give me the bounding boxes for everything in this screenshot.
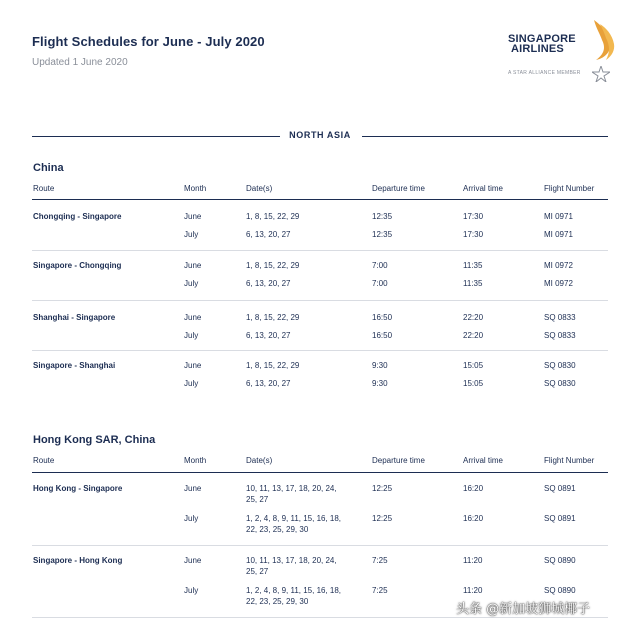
col-departure-header: Departure time	[372, 184, 425, 193]
flight-number-cell: SQ 0891	[544, 514, 576, 523]
header-rule	[32, 472, 608, 473]
dates-cell: 6, 13, 20, 27	[246, 279, 291, 288]
col-route-header: Route	[33, 184, 55, 193]
flight-number-cell: SQ 0830	[544, 379, 576, 388]
month-cell: July	[184, 379, 199, 388]
flight-number-cell: MI 0971	[544, 230, 573, 239]
departure-cell: 12:25	[372, 484, 393, 493]
logo-line1: SINGAPORE	[508, 33, 576, 45]
route-name: Singapore - Chongqing	[33, 261, 122, 270]
month-cell: June	[184, 361, 202, 370]
arrival-cell: 22:20	[463, 313, 484, 322]
flight-number-cell: SQ 0830	[544, 361, 576, 370]
month-cell: June	[184, 556, 202, 565]
dates-cell: 1, 8, 15, 22, 29	[246, 313, 300, 322]
dates-cell: 6, 13, 20, 27	[246, 379, 291, 388]
group-rule	[32, 300, 608, 301]
month-cell: July	[184, 331, 199, 340]
dates-cell: 6, 13, 20, 27	[246, 331, 291, 340]
departure-cell: 9:30	[372, 361, 388, 370]
month-cell: July	[184, 514, 199, 523]
col-route-header: Route	[33, 456, 55, 465]
arrival-cell: 15:05	[463, 379, 484, 388]
region-heading	[32, 129, 608, 143]
flight-number-cell: MI 0972	[544, 279, 573, 288]
departure-cell: 16:50	[372, 331, 393, 340]
arrival-cell: 16:20	[463, 484, 484, 493]
arrival-cell: 22:20	[463, 331, 484, 340]
arrival-cell: 17:30	[463, 230, 484, 239]
departure-cell: 7:25	[372, 586, 388, 595]
arrival-cell: 11:20	[463, 556, 483, 565]
col-arrival-header: Arrival time	[463, 456, 504, 465]
month-cell: June	[184, 313, 202, 322]
singapore-airlines-logo	[500, 18, 620, 84]
route-name: Singapore - Hong Kong	[33, 556, 123, 565]
updated-date: Updated 1 June 2020	[32, 57, 128, 68]
flight-number-cell: SQ 0890	[544, 586, 576, 595]
departure-cell: 12:35	[372, 212, 393, 221]
arrival-cell: 11:20	[463, 586, 483, 595]
route-name: Singapore - Shanghai	[33, 361, 116, 370]
arrival-cell: 15:05	[463, 361, 484, 370]
col-dates-header: Date(s)	[246, 456, 273, 465]
flight-number-cell: SQ 0833	[544, 331, 576, 340]
group-rule	[32, 350, 608, 351]
col-flight-header: Flight Number	[544, 456, 595, 465]
month-cell: July	[184, 586, 199, 595]
month-cell: July	[184, 230, 199, 239]
flight-number-cell: MI 0972	[544, 261, 573, 270]
country-heading: Hong Kong SAR, China	[33, 434, 156, 446]
departure-cell: 12:35	[372, 230, 393, 239]
route-name: Hong Kong - Singapore	[33, 484, 123, 493]
col-flight-header: Flight Number	[544, 184, 595, 193]
arrival-cell: 16:20	[463, 514, 484, 523]
departure-cell: 7:00	[372, 261, 388, 270]
col-month-header: Month	[184, 456, 207, 465]
document-title: Flight Schedules for June - July 2020	[32, 34, 265, 49]
col-dates-header: Date(s)	[246, 184, 273, 193]
region-label: NORTH ASIA	[289, 130, 351, 140]
flight-number-cell: SQ 0891	[544, 484, 576, 493]
dates-cell: 1, 8, 15, 22, 29	[246, 361, 300, 370]
dates-cell: 1, 2, 4, 8, 9, 11, 15, 16, 18, 22, 23, 25, 29, 30	[246, 586, 342, 606]
header-rule	[32, 199, 608, 200]
group-rule	[32, 250, 608, 251]
month-cell: June	[184, 261, 202, 270]
dates-cell: 10, 11, 13, 17, 18, 20, 24, 25, 27	[246, 484, 337, 504]
departure-cell: 7:25	[372, 556, 388, 565]
departure-cell: 7:00	[372, 279, 388, 288]
col-arrival-header: Arrival time	[463, 184, 504, 193]
dates-cell: 1, 8, 15, 22, 29	[246, 261, 300, 270]
departure-cell: 9:30	[372, 379, 388, 388]
month-cell: June	[184, 212, 202, 221]
dates-cell: 6, 13, 20, 27	[246, 230, 291, 239]
month-cell: June	[184, 484, 202, 493]
flight-number-cell: SQ 0890	[544, 556, 576, 565]
dates-cell: 1, 2, 4, 8, 9, 11, 15, 16, 18, 22, 23, 25, 29, 30	[246, 514, 342, 534]
watermark: 头条 @新加坡狮城椰子	[456, 602, 591, 617]
dates-cell: 10, 11, 13, 17, 18, 20, 24, 25, 27	[246, 556, 337, 576]
country-heading: China	[33, 162, 64, 174]
group-rule	[32, 617, 608, 618]
col-month-header: Month	[184, 184, 207, 193]
arrival-cell: 11:35	[463, 279, 483, 288]
route-name: Chongqing - Singapore	[33, 212, 122, 221]
arrival-cell: 11:35	[463, 261, 483, 270]
departure-cell: 16:50	[372, 313, 393, 322]
region-rule-right	[362, 136, 608, 137]
kris-bird-icon	[588, 18, 618, 62]
star-alliance-icon	[592, 66, 610, 82]
dates-cell: 1, 8, 15, 22, 29	[246, 212, 300, 221]
flight-number-cell: SQ 0833	[544, 313, 576, 322]
group-rule	[32, 545, 608, 546]
month-cell: July	[184, 279, 199, 288]
arrival-cell: 17:30	[463, 212, 484, 221]
flight-number-cell: MI 0971	[544, 212, 573, 221]
logo-line2: AIRLINES	[511, 43, 564, 55]
star-alliance-tagline: A STAR ALLIANCE MEMBER	[508, 70, 581, 76]
departure-cell: 12:25	[372, 514, 393, 523]
logo-wordmark	[508, 34, 576, 54]
document-header	[32, 34, 265, 68]
route-name: Shanghai - Singapore	[33, 313, 116, 322]
col-departure-header: Departure time	[372, 456, 425, 465]
